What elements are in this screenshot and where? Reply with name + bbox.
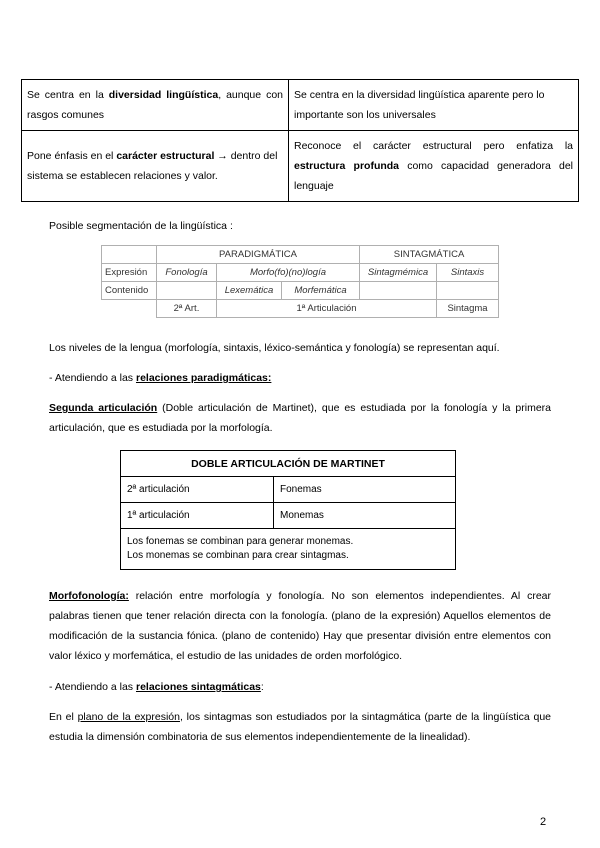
table-cell: Morfemática xyxy=(282,282,360,300)
table-row xyxy=(121,451,456,477)
table-cell: 1ª Articulación xyxy=(217,300,437,318)
sintagmaticas-heading: - Atendiendo a las relaciones sintagmáticas: xyxy=(49,681,264,693)
table-row xyxy=(102,246,499,264)
header-paradigmatica: PARADIGMÁTICA xyxy=(157,246,360,264)
table-cell: Sintaxis xyxy=(437,264,499,282)
table-cell: Expresión xyxy=(102,264,157,282)
table-row xyxy=(121,529,456,570)
segmentation-intro: Posible segmentación de la lingüística : xyxy=(49,220,233,232)
table-row xyxy=(121,503,456,529)
note-line: Los monemas se combinan para crear sintagmas. xyxy=(127,550,349,561)
martinet-notes xyxy=(121,529,456,570)
table-cell: 1ª articulación xyxy=(121,503,274,529)
table-cell xyxy=(437,282,499,300)
table-cell: Sintagma xyxy=(437,300,499,318)
niveles-text: Los niveles de la lengua (morfología, sintaxis, léxico-semántica y fonología) se representan aquí. xyxy=(49,342,500,354)
table-cell: Pone énfasis en el carácter estructural → dentro del sistema se establecen relaciones y valor. xyxy=(22,131,289,202)
table-cell: Lexemática xyxy=(217,282,282,300)
segmentation-table xyxy=(101,245,499,318)
table-cell: 2ª Art. xyxy=(157,300,217,318)
table-cell xyxy=(360,282,437,300)
table-cell: Monemas xyxy=(274,503,456,529)
table-cell: Sintagmémica xyxy=(360,264,437,282)
comparison-table xyxy=(21,79,579,202)
table-row xyxy=(22,80,579,131)
table-cell: Se centra en la diversidad lingüística aparente pero lo importante son los universales xyxy=(289,80,579,131)
table-cell: Reconoce el carácter estructural pero enfatiza la estructura profunda como capacidad generadora del lenguaje xyxy=(289,131,579,202)
morfofonologia-paragraph: Morfofonología: relación entre morfología y fonología. No son elementos independientes. Al crear palabras tienen que tener relación directa con la fonología. (plano de la expresión) Aquellos elementos de modificación de la sustancia fónica. (plano de contenido) Hay que presentar división entre elementos con valor léxico y morfemática, el estudio de las unidades de orden morfológico. xyxy=(49,590,551,662)
page-number: 2 xyxy=(540,816,547,828)
table-row xyxy=(102,282,499,300)
plano-paragraph: En el plano de la expresión, los sintagmas son estudiados por la sintagmática (parte de la lingüística que estudia la dimensión combinatoria de sus elementos independientemente de la linealidad). xyxy=(49,711,551,743)
martinet-table xyxy=(120,450,456,570)
table-cell xyxy=(102,300,157,318)
table-cell xyxy=(157,282,217,300)
table-cell: Morfo(fo)(no)logía xyxy=(217,264,360,282)
header-sintagmatica: SINTAGMÁTICA xyxy=(360,246,499,264)
paradigmaticas-heading: - Atendiendo a las relaciones paradigmáticas: xyxy=(49,372,272,384)
table-cell xyxy=(102,246,157,264)
table-cell: 2ª articulación xyxy=(121,477,274,503)
table-cell: Fonología xyxy=(157,264,217,282)
table-cell: Se centra en la diversidad lingüística, aunque con rasgos comunes xyxy=(22,80,289,131)
table-row xyxy=(22,131,579,202)
table-row xyxy=(102,264,499,282)
martinet-title: DOBLE ARTICULACIÓN DE MARTINET xyxy=(121,451,456,477)
table-cell: Contenido xyxy=(102,282,157,300)
table-row xyxy=(102,300,499,318)
segunda-articulacion-paragraph: Segunda articulación (Doble articulación de Martinet), que es estudiada por la fonología y la primera articulación, que es estudiada por la morfología. xyxy=(49,402,551,434)
table-row xyxy=(121,477,456,503)
table-cell: Fonemas xyxy=(274,477,456,503)
note-line: Los fonemas se combinan para generar monemas. xyxy=(127,536,354,547)
